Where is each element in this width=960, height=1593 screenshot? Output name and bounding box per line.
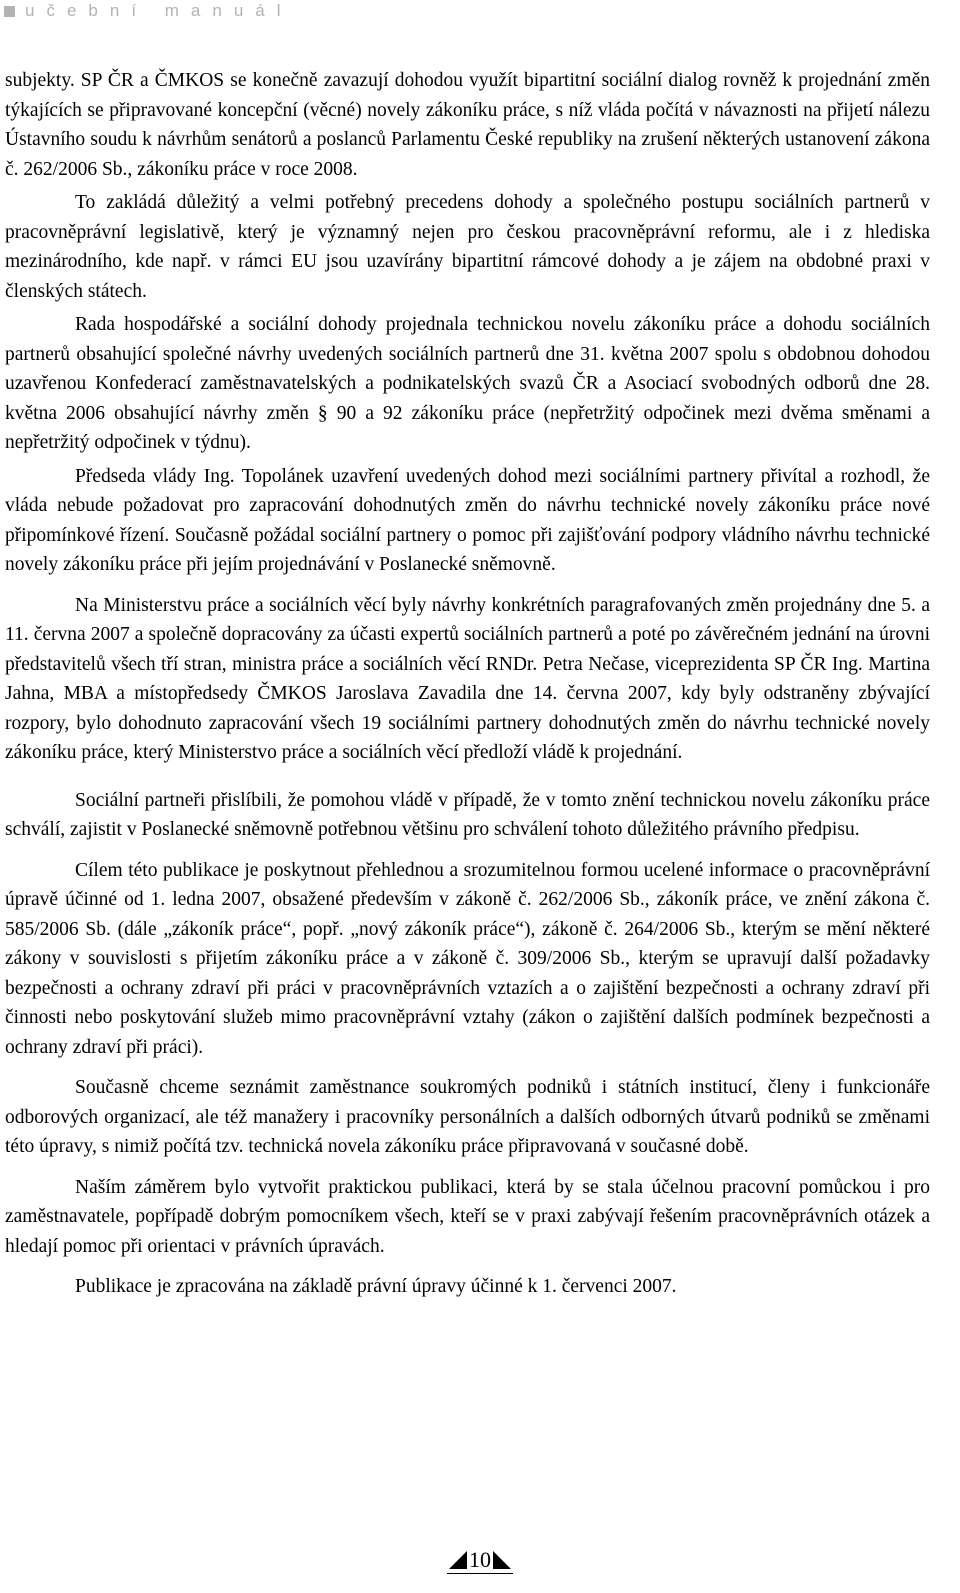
page-number-box <box>447 1548 513 1574</box>
paragraph-5: Na Ministerstvu práce a sociálních věcí byly návrhy konkrétních paragrafovaných změn projednány dne 5. a 11. června 2007 a společně dopracovány za účasti expertů sociálních partnerů a poté po závěrečném jednání na úrovni představitelů všech tří stran, ministra práce a sociálních věcí RNDr. Petra Nečase, viceprezidenta SP ČR Ing. Martina Jahna, MBA a místopředsedy ČMKOS Jaroslava Zavadila dne 14. června 2007, kdy byly odstraněny zbývající rozpory, bylo dohodnuto zapracování všech 19 sociálními partnery dohodnutých změn do návrhu technické novely zákoníku práce, který Ministerstvo práce a sociálních věcí předloží vládě k projednání. <box>5 594 930 763</box>
paragraph-8: Současně chceme seznámit zaměstnance soukromých podniků i státních institucí, členy i funkcionáře odborových organizací, ale též manažery i pracovníky personálních a dalších odborných útvarů podniků se změnami této úpravy, s nimiž počítá tzv. technická novela zákoníku práce připravovaná v současné době. <box>5 1077 930 1157</box>
paragraph-2: To zakládá důležitý a velmi potřebný precedens dohody a společného postupu sociálních partnerů v pracovněprávní legislativě, který je významný nejen pro českou pracovněprávní reformu, ale i z hlediska mezinárodního, kde např. v rámci EU jsou uzavírány bipartitní rámcové dohody a je zájem na obdobné praxi v členských státech. <box>5 192 930 302</box>
paragraph-10: Publikace je zpracována na základě právní úpravy účinné k 1. červenci 2007. <box>75 1276 677 1297</box>
paragraph-3: Rada hospodářské a sociální dohody projednala technickou novelu zákoníku práce a dohodu sociálních partnerů obsahující společné návrhy uvedených sociálních partnerů dne 31. května 2007 spolu s obdobnou dohodou uzavřenou Konfederací zaměstnavatelských a podnikatelských svazů ČR a Asociací svobodných odborů dne 28. května 2006 obsahující návrhy změn § 90 a 92 zákoníku práce (nepřetržitý odpočinek mezi dvěma směnami a nepřetržitý odpočinek v týdnu). <box>5 314 930 453</box>
square-bullet-icon <box>4 6 15 17</box>
running-header <box>4 0 293 22</box>
triangle-left-icon <box>449 1551 467 1569</box>
triangle-right-icon <box>493 1551 511 1569</box>
paragraph-1: subjekty. SP ČR a ČMKOS se konečně zavazují dohodou využít bipartitní sociální dialog rovněž k projednání změn týkajících se připravované koncepční (věcné) novely zákoníku práce, s níž vláda počítá v návaznosti na přijetí nálezu Ústavního soudu k návrhům senátorů a poslanců Parlamentu České republiky na zrušení některých ustanovení zákona č. 262/2006 Sb., zákoníku práce v roce 2008. <box>5 70 930 180</box>
page-footer <box>0 1548 960 1574</box>
document-body <box>5 66 930 1302</box>
paragraph-7: Cílem této publikace je poskytnout přehlednou a srozumitelnou formou ucelené informace o pracovněprávní úpravě účinné od 1. ledna 2007, obsažené především v zákoně č. 262/2006 Sb., zákoník práce, ve znění zákona č. 585/2006 Sb. (dále „zákoník práce“, popř. „nový zákoník práce“), zákoně č. 264/2006 Sb., kterým se mění některé zákony v souvislosti s přijetím zákoníku práce a v zákoně č. 309/2006 Sb., kterým se upravují další požadavky bezpečnosti a ochrany zdraví při práci v pracovněprávních vztazích a o zajištění bezpečnosti a ochrany zdraví při činnosti nebo poskytování služeb mimo pracovněprávní vztahy (zákon o zajištění dalších podmínek bezpečnosti a ochrany zdraví při práci). <box>5 859 930 1058</box>
running-title: učební manuál <box>25 1 293 20</box>
page-number: 10 <box>469 1547 491 1572</box>
paragraph-4: Předseda vlády Ing. Topolánek uzavření uvedených dohod mezi sociálními partnery přivítal a rozhodl, že vláda nebude požadovat pro zapracování dohodnutých změn do návrhu technické novely zákoníku práce nové připomínkové řízení. Současně požádal sociální partnery o pomoc při zajišťování podpory vládního návrhu technické novely zákoníku práce při jejím projednávání v Poslanecké sněmovně. <box>5 465 930 575</box>
paragraph-9: Naším záměrem bylo vytvořit praktickou publikaci, která by se stala účelnou pracovní pomůckou i pro zaměstnavatele, popřípadě dobrým pomocníkem všech, kteří se v praxi zabývají řešením pracovněprávních otázek a hledají pomoc při orientaci v právních úpravách. <box>5 1176 930 1257</box>
paragraph-6: Sociální partneři přislíbili, že pomohou vládě v případě, že v tomto znění technickou novelu zákoníku práce schválí, zajistit v Poslanecké sněmovně potřebnou většinu pro schválení tohoto důležitého právního předpisu. <box>5 789 930 840</box>
